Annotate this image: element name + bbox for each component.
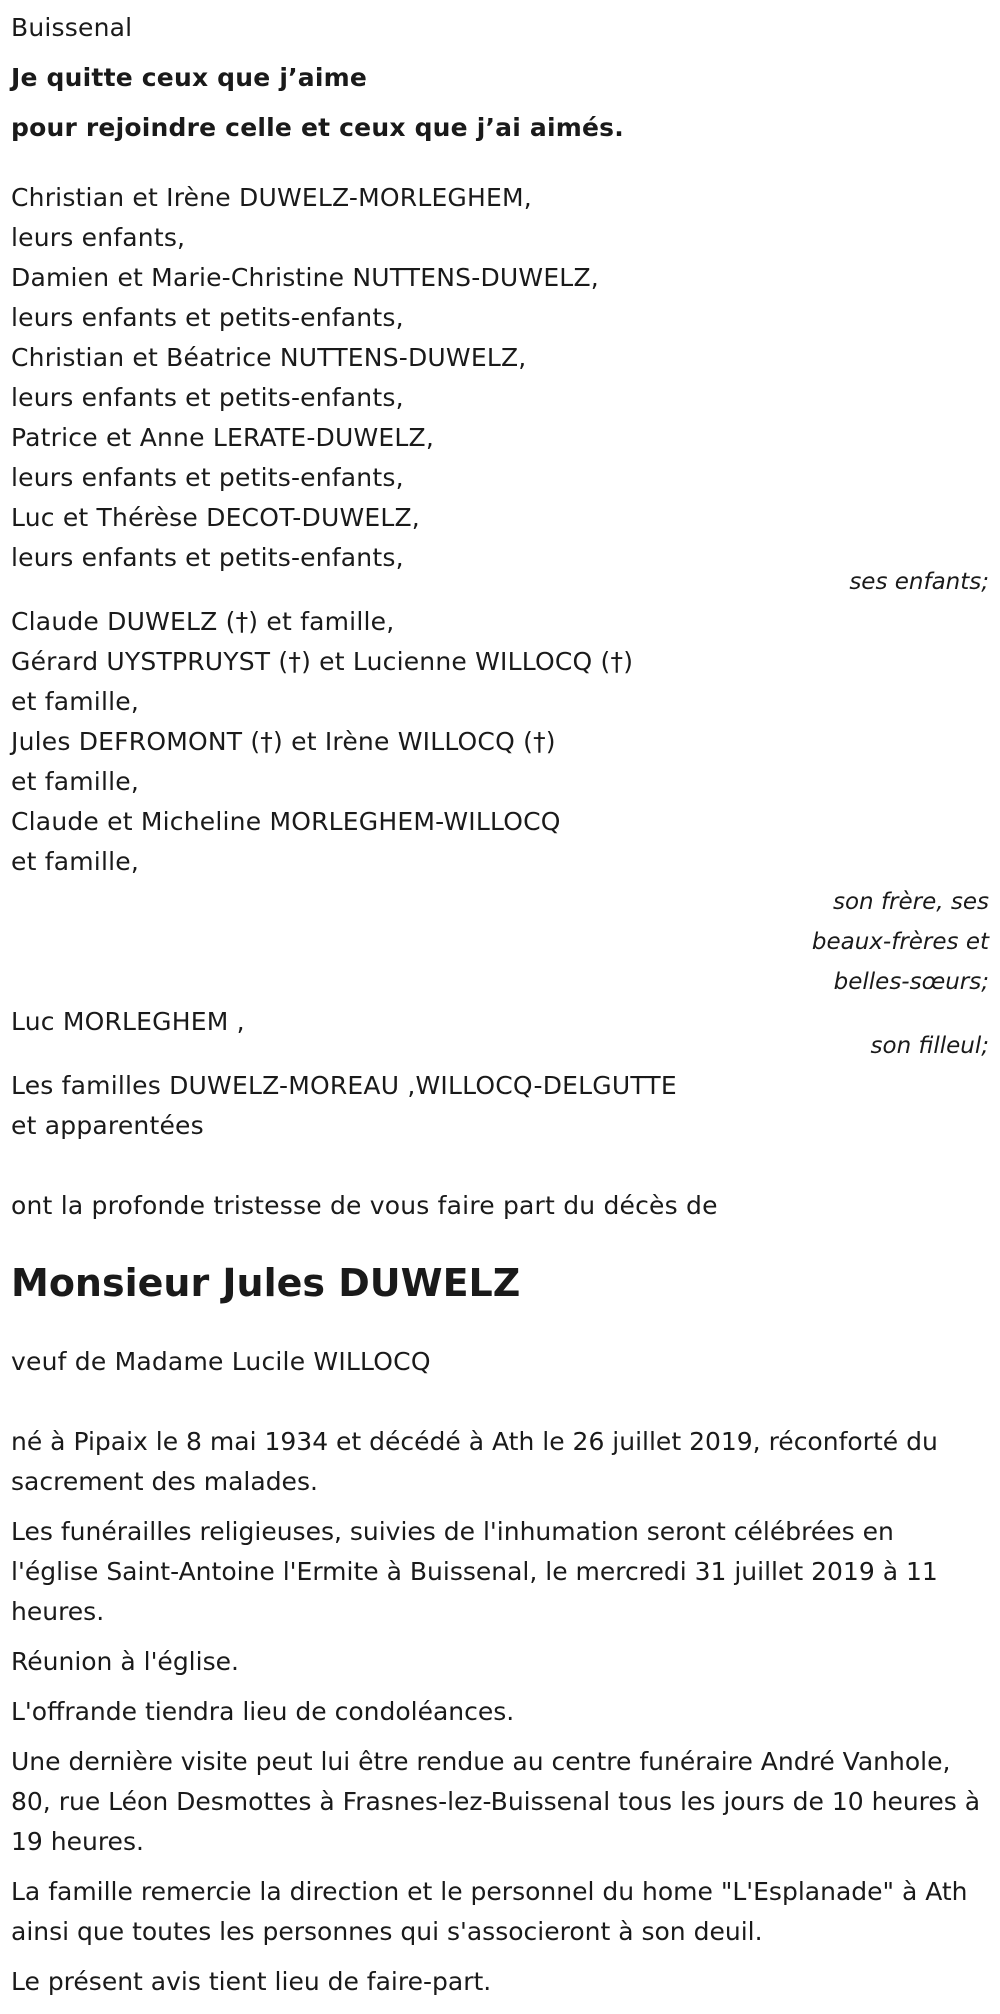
relation-label-siblings-1: son frère, ses bbox=[833, 889, 989, 915]
epigraph-line-1: Je quitte ceux que j’aime bbox=[11, 63, 368, 92]
family-line: et famille, bbox=[11, 767, 139, 796]
family-line: Gérard UYSTPRUYST (†) et Lucienne WILLOCQ (†) bbox=[11, 647, 634, 676]
birth-death-paragraph: né à Pipaix le 8 mai 1934 et décédé à Ath le 26 juillet 2019, réconforté du sacrement des malades. bbox=[11, 1427, 938, 1496]
widower-of: veuf de Madame Lucile WILLOCQ bbox=[11, 1347, 431, 1376]
family-line: Christian et Béatrice NUTTENS-DUWELZ, bbox=[11, 343, 527, 372]
meeting-paragraph: Réunion à l'église. bbox=[11, 1647, 239, 1676]
relation-label-children: ses enfants; bbox=[849, 569, 989, 595]
family-line: et famille, bbox=[11, 847, 139, 876]
family-line: leurs enfants et petits-enfants, bbox=[11, 303, 404, 332]
family-line: leurs enfants et petits-enfants, bbox=[11, 383, 404, 412]
family-line: et famille, bbox=[11, 687, 139, 716]
obituary-notice bbox=[11, 8, 991, 2012]
family-line: et apparentées bbox=[11, 1111, 204, 1140]
notice-paragraph: Le présent avis tient lieu de faire-part. bbox=[11, 1967, 492, 1996]
funeral-paragraph: Les funérailles religieuses, suivies de l'inhumation seront célébrées en l'église Saint-Antoine l'Ermite à Buissenal, le mercredi 31 juillet 2019 à 11 heures. bbox=[11, 1517, 938, 1626]
thanks-paragraph: La famille remercie la direction et le personnel du home "L'Esplanade" à Ath ainsi que toutes les personnes qui s'associeront à son deuil. bbox=[11, 1877, 968, 1946]
family-line: leurs enfants et petits-enfants, bbox=[11, 463, 404, 492]
family-line: Damien et Marie-Christine NUTTENS-DUWELZ, bbox=[11, 263, 599, 292]
family-line: Christian et Irène DUWELZ-MORLEGHEM, bbox=[11, 183, 532, 212]
family-line: Patrice et Anne LERATE-DUWELZ, bbox=[11, 423, 435, 452]
visit-paragraph: Une dernière visite peut lui être rendue au centre funéraire André Vanhole, 80, rue Léon Desmottes à Frasnes-lez-Buissenal tous les jours de 10 heures à 19 heures. bbox=[11, 1747, 981, 1856]
announcement: ont la profonde tristesse de vous faire part du décès de bbox=[11, 1191, 718, 1220]
siblings-group bbox=[11, 602, 991, 1002]
deceased-name: Monsieur Jules DUWELZ bbox=[11, 1261, 521, 1305]
family-line: Luc MORLEGHEM , bbox=[11, 1007, 245, 1036]
details bbox=[11, 1422, 991, 2002]
family-line: Jules DEFROMONT (†) et Irène WILLOCQ (†) bbox=[11, 727, 556, 756]
location: Buissenal bbox=[11, 13, 133, 42]
godson-group bbox=[11, 1002, 991, 1066]
epigraph-line-2: pour rejoindre celle et ceux que j’ai aimés. bbox=[11, 113, 624, 142]
family-line: leurs enfants, bbox=[11, 223, 186, 252]
family-line: Luc et Thérèse DECOT-DUWELZ, bbox=[11, 503, 420, 532]
relation-label-siblings-2: beaux-frères et bbox=[811, 929, 989, 955]
relation-label-siblings-3: belles-sœurs; bbox=[833, 969, 989, 995]
offering-paragraph: L'offrande tiendra lieu de condoléances. bbox=[11, 1697, 515, 1726]
family-line: leurs enfants et petits-enfants, bbox=[11, 543, 404, 572]
family-line: Claude DUWELZ (†) et famille, bbox=[11, 607, 395, 636]
children-group bbox=[11, 178, 991, 602]
family-line: Claude et Micheline MORLEGHEM-WILLOCQ bbox=[11, 807, 561, 836]
relation-label-godson: son filleul; bbox=[870, 1033, 989, 1059]
family-line: Les familles DUWELZ-MOREAU ,WILLOCQ-DELGUTTE bbox=[11, 1071, 677, 1100]
families-group bbox=[11, 1066, 991, 1146]
